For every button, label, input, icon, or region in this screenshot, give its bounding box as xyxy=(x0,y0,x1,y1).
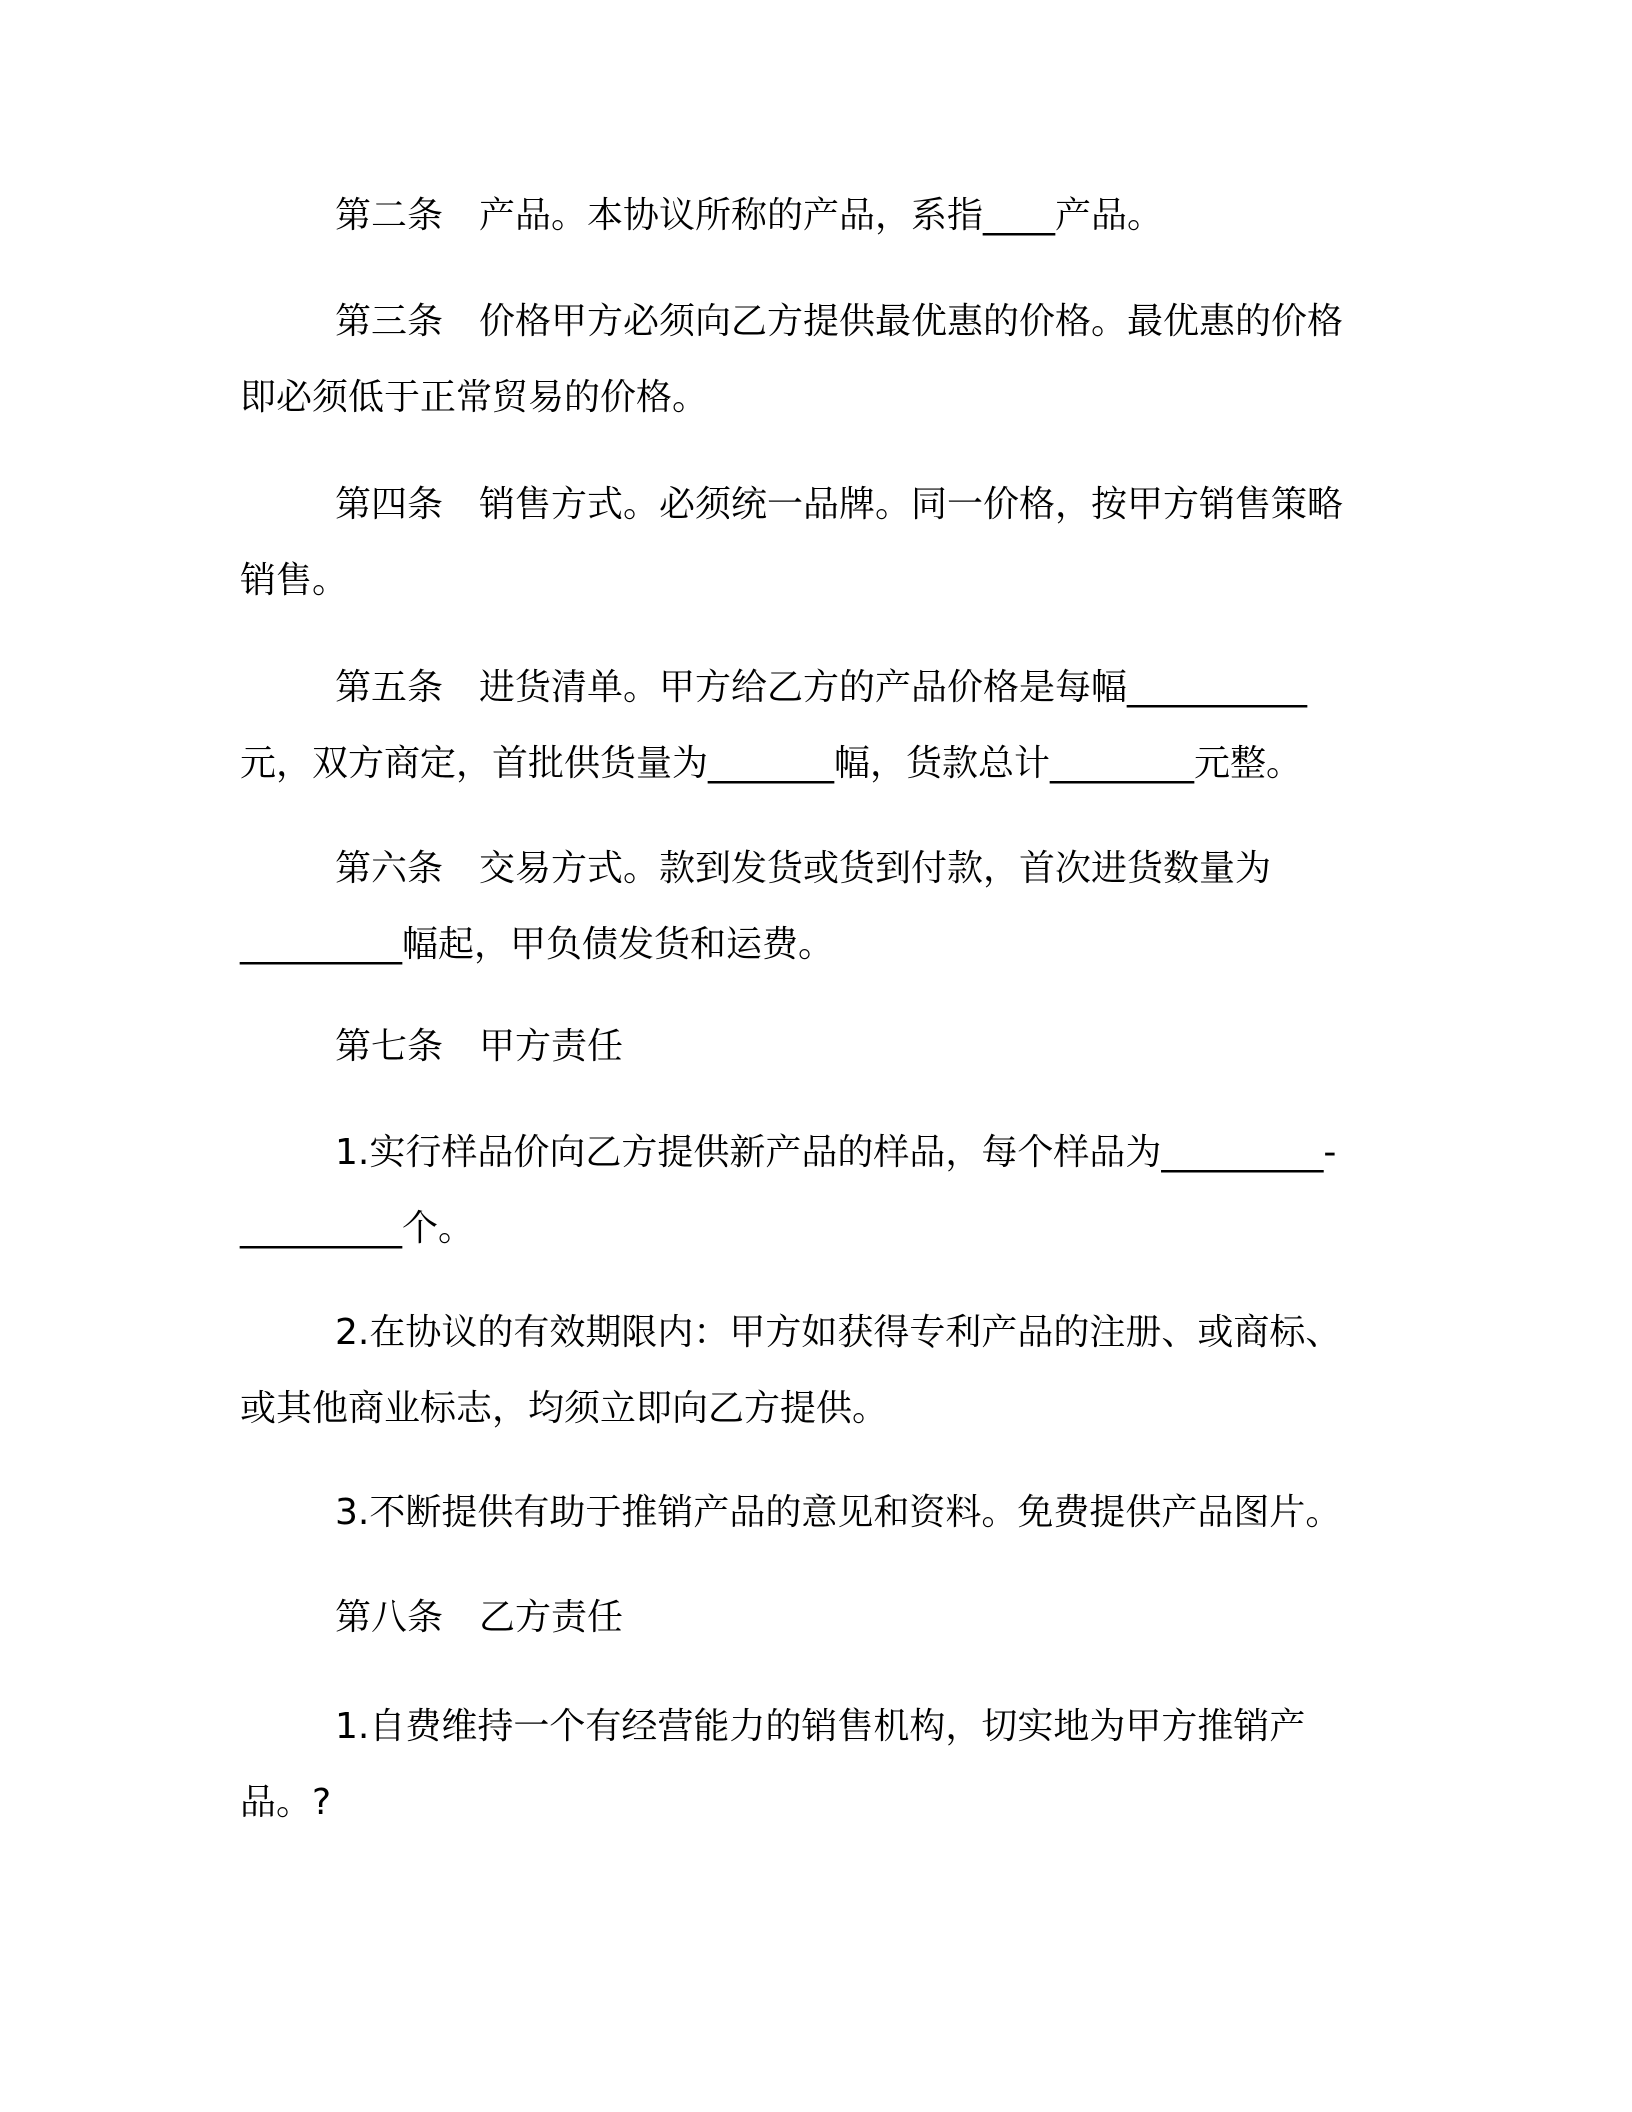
article-6-trade-method: 第六条 交易方式。款到发货或货到付款，首次进货数量为_________幅起，甲负债发货和运费。 xyxy=(240,848,1272,965)
article-7-item-1: 1.实行样品价向乙方提供新产品的样品，每个样品为_________-_________个。 xyxy=(240,1132,1337,1249)
article-7-item-3: 3.不断提供有助于推销产品的意见和资料。免费提供产品图片。 xyxy=(335,1492,1342,1533)
article-4-sales-method: 第四条 销售方式。必须统一品牌。同一价格，按甲方销售策略销售。 xyxy=(240,484,1344,601)
article-2-product: 第二条 产品。本协议所称的产品，系指____产品。 xyxy=(335,195,1164,236)
article-7-item-2: 2.在协议的有效期限内：甲方如获得专利产品的注册、或商标、或其他商业标志，均须立即向乙方提供。 xyxy=(240,1312,1342,1429)
article-3-price: 第三条 价格甲方必须向乙方提供最优惠的价格。最优惠的价格即必须低于正常贸易的价格。 xyxy=(240,301,1344,418)
article-7-heading: 第七条 甲方责任 xyxy=(335,1026,624,1067)
article-8-item-1: 1.自费维持一个有经营能力的销售机构，切实地为甲方推销产品。? xyxy=(240,1706,1306,1823)
article-5-purchase-list: 第五条 进货清单。甲方给乙方的产品价格是每幅__________元，双方商定，首批供货量为_______幅，货款总计________元整。 xyxy=(240,667,1308,784)
article-8-heading: 第八条 乙方责任 xyxy=(335,1597,624,1638)
